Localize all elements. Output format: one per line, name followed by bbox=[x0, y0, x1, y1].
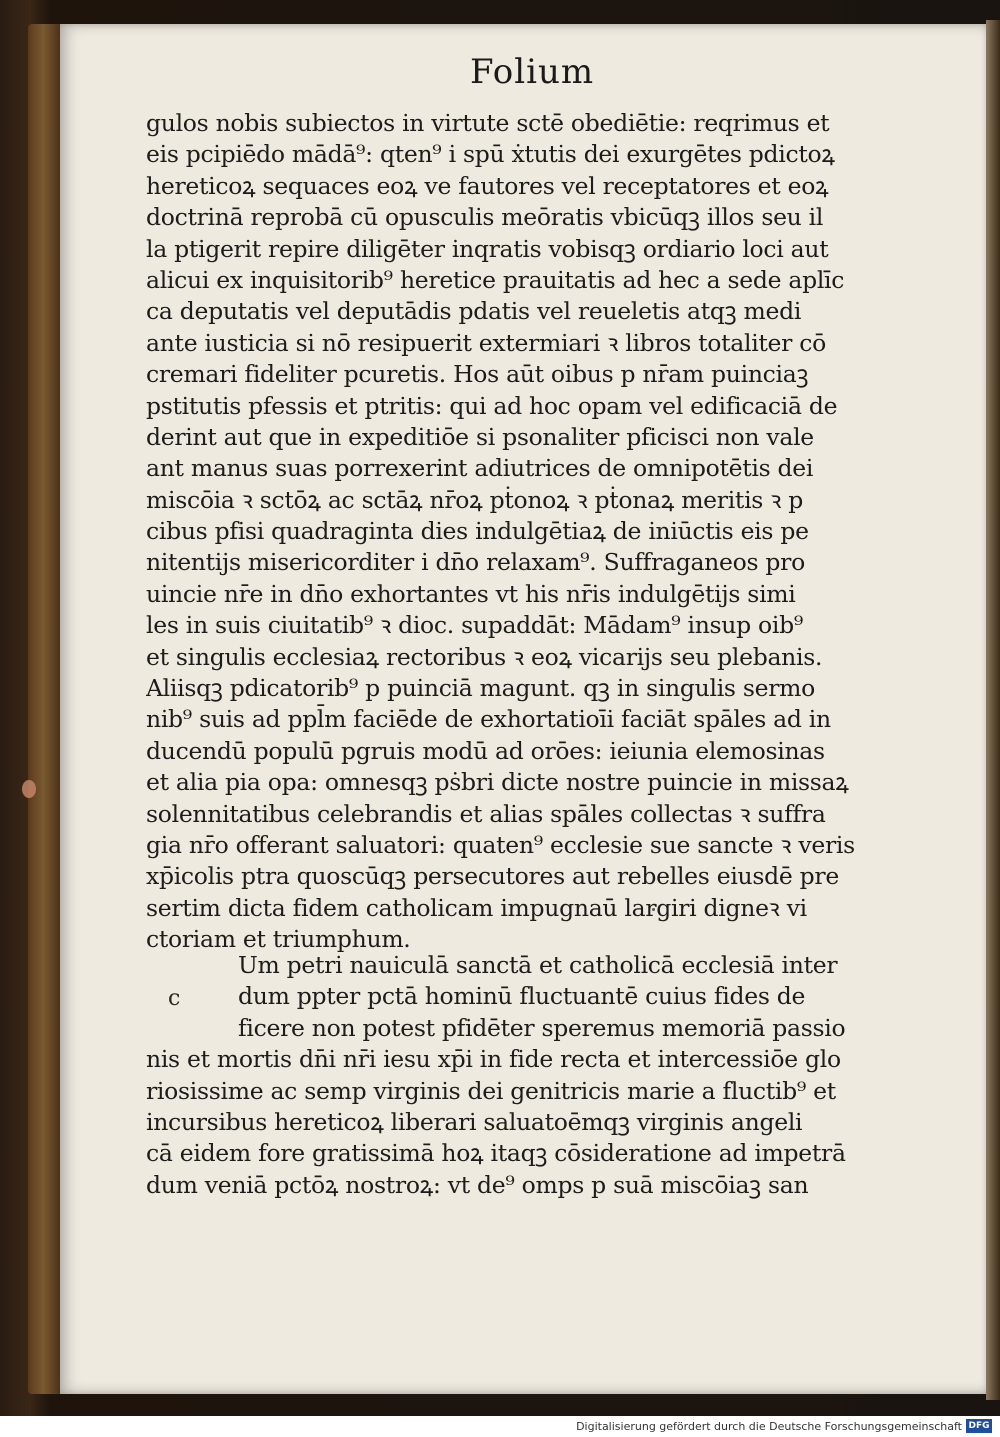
text-line: ca deputatis vel deputādis pdatis vel reueletis atqꝫ medi bbox=[146, 297, 802, 326]
text-line: hereticoꝝ sequaces eoꝝ ve fautores vel receptatores et eoꝝ bbox=[146, 171, 829, 200]
paragraph-2 bbox=[146, 950, 861, 1201]
text-line: incursibus hereticoꝝ liberari saluatoēmqꝫ virginis angeli bbox=[146, 1107, 803, 1136]
text-line: les in suis ciuitatib⁹ ꝛ dioc. supaddāt: Mādam⁹ insup oib⁹ bbox=[146, 611, 803, 640]
footer-bar bbox=[0, 1416, 1000, 1437]
paragraph-1 bbox=[146, 108, 861, 956]
text-line: dum ppter pctā hominū fluctuantē cuius fides de bbox=[238, 982, 806, 1011]
text-line: et alia pia opa: omnesqꝫ pṡbri dicte nostre puincie in missaꝝ bbox=[146, 768, 849, 797]
running-title: Folium bbox=[470, 52, 595, 92]
text-line: doctrinā reprobā cū opusculis meōratis vbicūqꝫ illos seu il bbox=[146, 203, 824, 232]
text-line: derint aut que in expeditiōe si psonaliter pficisci non vale bbox=[146, 422, 814, 451]
text-line: xp̄icolis ptra quoscūqꝫ persecutores aut rebelles eiusdē pre bbox=[146, 862, 839, 891]
text-line: dum veniā pctōꝝ nostroꝝ: vt de⁹ omps p suā miscōiaꝫ san bbox=[146, 1170, 809, 1199]
text-line: gulos nobis subiectos in virtute sctē obediētie: reqrimus et bbox=[146, 109, 830, 137]
text-line: ctoriam et triumphum. bbox=[146, 925, 411, 954]
text-line: solennitatibus celebrandis et alias spāles collectas ꝛ suffra bbox=[146, 799, 826, 828]
text-line: la ptigerit repire diligēter inqratis vobisqꝫ ordiario loci aut bbox=[146, 234, 829, 263]
dfg-logo: DFG bbox=[966, 1419, 992, 1433]
text-line: ante iusticia si nō resipuerit extermiari ꝛ libros totaliter cō bbox=[146, 328, 826, 357]
text-line: Aliisqꝫ pdicatorib⁹ p puinciā magunt. qꝫ in singulis sermo bbox=[146, 674, 815, 703]
text-line: alicui ex inquisitorib⁹ heretice prauitatis ad hec a sede aplīc bbox=[146, 265, 845, 294]
text-line: riosissime ac semp virginis dei genitricis marie a fluctib⁹ et bbox=[146, 1076, 836, 1105]
text-line: pstitutis pfessis et ptritis: qui ad hoc opam vel edificaciā de bbox=[146, 391, 838, 420]
text-line: nitentijs misericorditer i dn̄o relaxam⁹. Suffraganeos pro bbox=[146, 548, 805, 577]
text-line: ant manus suas porrexerint adiutrices de omnipotētis dei bbox=[146, 454, 814, 483]
text-line: uincie nr̄e in dn̄o exhortantes vt his nr̄is indulgētijs simi bbox=[146, 579, 796, 608]
text-line: ducendū populū pgruis modū ad orōes: ieiunia elemosinas bbox=[146, 736, 825, 765]
text-line: ficere non potest pfidēter speremus memoriā passio bbox=[238, 1013, 846, 1042]
text-line: nis et mortis dn̄i nr̄i iesu xp̄i in fide recta et intercessiōe glo bbox=[146, 1045, 841, 1074]
text-line: gia nr̄o offerant saluatori: quaten⁹ ecclesie sue sancte ꝛ veris bbox=[146, 830, 855, 859]
paper-stain bbox=[22, 780, 36, 798]
initial-guide-letter: c bbox=[168, 986, 181, 1011]
text-line: sertim dicta fidem catholicam impugnaū largiri digneꝛ vi bbox=[146, 893, 807, 922]
text-line: Um petri nauiculā sanctā et catholicā ecclesiā inter bbox=[238, 951, 838, 979]
text-line: cremari fideliter pcuretis. Hos aūt oibus p nr̄am puinciaꝫ bbox=[146, 360, 809, 389]
funding-credit: Digitalisierung gefördert durch die Deutsche Forschungsgemeinschaft bbox=[576, 1420, 962, 1433]
text-line: cibus pfisi quadraginta dies indulgētiaꝝ de iniūctis eis pe bbox=[146, 517, 809, 546]
text-line: nib⁹ suis ad ppl̄m faciēde de exhortatioīi faciāt spāles ad in bbox=[146, 705, 831, 734]
text-line: cā eidem fore gratissimā hoꝝ itaqꝫ cōsideratione ad impetrā bbox=[146, 1139, 846, 1168]
text-line: eis pcipiēdo mādā⁹: qten⁹ i spū ẋtutis dei exurgētes pdictoꝝ bbox=[146, 140, 835, 169]
text-line: et singulis ecclesiaꝝ rectoribus ꝛ eoꝝ vicarijs seu plebanis. bbox=[146, 642, 823, 671]
page-edge bbox=[986, 20, 1000, 1400]
text-line: miscōia ꝛ sctōꝝ ac sctāꝝ nr̄oꝝ pṫonoꝝ ꝛ pṫonaꝝ meritis ꝛ p bbox=[146, 485, 803, 514]
